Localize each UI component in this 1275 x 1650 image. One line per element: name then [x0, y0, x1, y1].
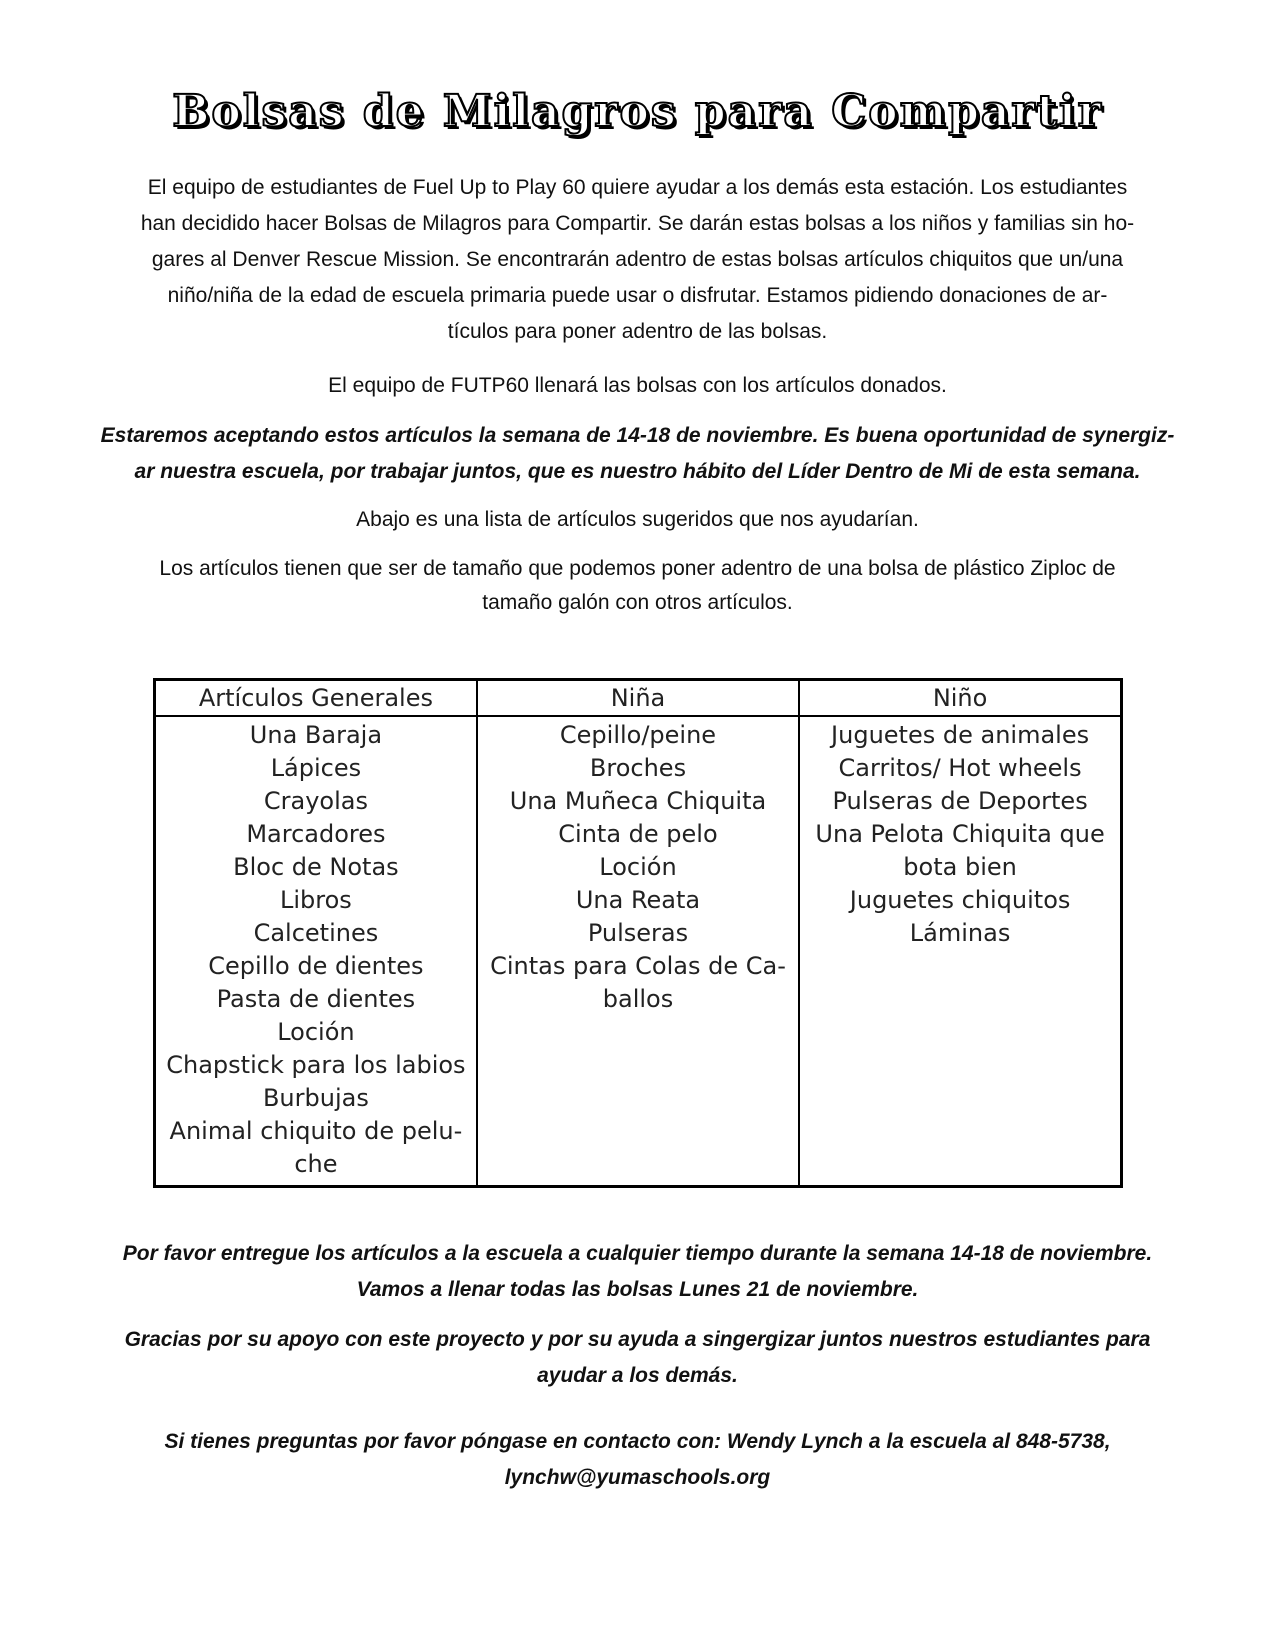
list-item: Una Reata	[575, 886, 701, 914]
delivery-line: Vamos a llenar todas las bolsas Lunes 21 de noviembre.	[356, 1278, 919, 1301]
delivery-line: Por favor entregue los artículos a la escuela a cualquier tiempo durante la semana 14-18 de noviembre.	[122, 1242, 1153, 1265]
intro-line: gares al Denver Rescue Mission. Se encontrarán adentro de estas bolsas artículos chiquitos que un/una	[151, 248, 1124, 271]
list-item: Crayolas	[263, 787, 368, 815]
list-item: Loción	[277, 1018, 355, 1046]
list-item: ballos	[602, 985, 674, 1013]
size-line: tamaño galón con otros artículos.	[482, 591, 793, 614]
contact-line: Si tienes preguntas por favor póngase en contacto con: Wendy Lynch a la escuela al 848-5738,	[164, 1430, 1111, 1453]
accept-line: ar nuestra escuela, por trabajar juntos, que es nuestro hábito del Líder Dentro de Mi de esta semana.	[134, 460, 1141, 483]
list-item: Cepillo/peine	[559, 721, 717, 749]
intro-line: tículos para poner adentro de las bolsas.	[447, 320, 828, 343]
nino-items-cell	[799, 716, 1121, 1187]
list-item: Carritos/ Hot wheels	[838, 754, 1082, 782]
nina-items-cell	[477, 716, 799, 1187]
list-item: Láminas	[909, 919, 1011, 947]
list-item: Juguetes chiquitos	[849, 886, 1071, 914]
size-line: Los artículos tienen que ser de tamaño que podemos poner adentro de una bolsa de plástico Ziploc de	[159, 557, 1116, 580]
intro-line: El equipo de estudiantes de Fuel Up to Play 60 quiere ayudar a los demás esta estación. Los estudiantes	[147, 176, 1128, 199]
general-items-cell	[155, 716, 477, 1187]
delivery-paragraph	[85, 1236, 1190, 1308]
thanks-paragraph	[85, 1322, 1190, 1394]
thanks-line: ayudar a los demás.	[537, 1364, 738, 1387]
list-item: Lápices	[270, 754, 362, 782]
list-item: Una Baraja	[249, 721, 383, 749]
list-item: Juguetes de animales	[831, 721, 1090, 749]
list-item: Pasta de dientes	[216, 985, 416, 1013]
items-table	[153, 678, 1123, 1188]
list-item: Cinta de pelo	[558, 820, 718, 848]
list-item: Broches	[589, 754, 687, 782]
accept-line: Estaremos aceptando estos artículos la semana de 14-18 de noviembre. Es buena oportunidad de synergiz-	[100, 424, 1175, 447]
list-item: Una Muñeca Chiquita	[509, 787, 767, 815]
list-item: Pulseras de Deportes	[832, 787, 1088, 815]
list-item: bota bien	[903, 853, 1017, 881]
list-item: Calcetines	[253, 919, 379, 947]
header-general: Artículos Generales	[155, 680, 477, 717]
intro-line: han decidido hacer Bolsas de Milagros para Compartir. Se darán estas bolsas a los niños y familias sin ho-	[140, 212, 1135, 235]
list-item: che	[294, 1150, 338, 1178]
list-item: Cepillo de dientes	[208, 952, 424, 980]
page-title: Bolsas de Milagros para Compartir	[172, 86, 1103, 137]
list-item: Cintas para Colas de Ca-	[490, 952, 786, 980]
table-header-row	[155, 680, 1122, 717]
list-item: Burbujas	[262, 1084, 369, 1112]
thanks-line: Gracias por su apoyo con este proyecto y por su ayuda a singergizar juntos nuestros estudiantes para	[124, 1328, 1151, 1351]
accept-paragraph	[85, 418, 1190, 490]
intro-line: niño/niña de la edad de escuela primaria puede usar o disfrutar. Estamos pidiendo donaciones de ar-	[167, 284, 1108, 307]
list-item: Animal chiquito de pelu-	[169, 1117, 463, 1145]
list-item: Chapstick para los labios	[166, 1051, 466, 1079]
list-intro-paragraph: Abajo es una lista de artículos sugeridos que nos ayudarían.	[356, 508, 919, 531]
list-item: Loción	[599, 853, 677, 881]
intro-paragraph	[85, 170, 1190, 350]
table-row	[155, 716, 1122, 1187]
list-item: Una Pelota Chiquita que	[815, 820, 1105, 848]
list-item: Bloc de Notas	[233, 853, 399, 881]
header-nina: Niña	[477, 680, 799, 717]
list-item: Pulseras	[587, 919, 689, 947]
list-item: Libros	[280, 886, 352, 914]
contact-email: lynchw@yumaschools.org	[504, 1466, 771, 1489]
size-paragraph	[85, 552, 1190, 620]
contact-paragraph	[85, 1424, 1190, 1496]
fill-paragraph: El equipo de FUTP60 llenará las bolsas con los artículos donados.	[328, 374, 947, 397]
header-nino: Niño	[799, 680, 1121, 717]
list-item: Marcadores	[246, 820, 386, 848]
